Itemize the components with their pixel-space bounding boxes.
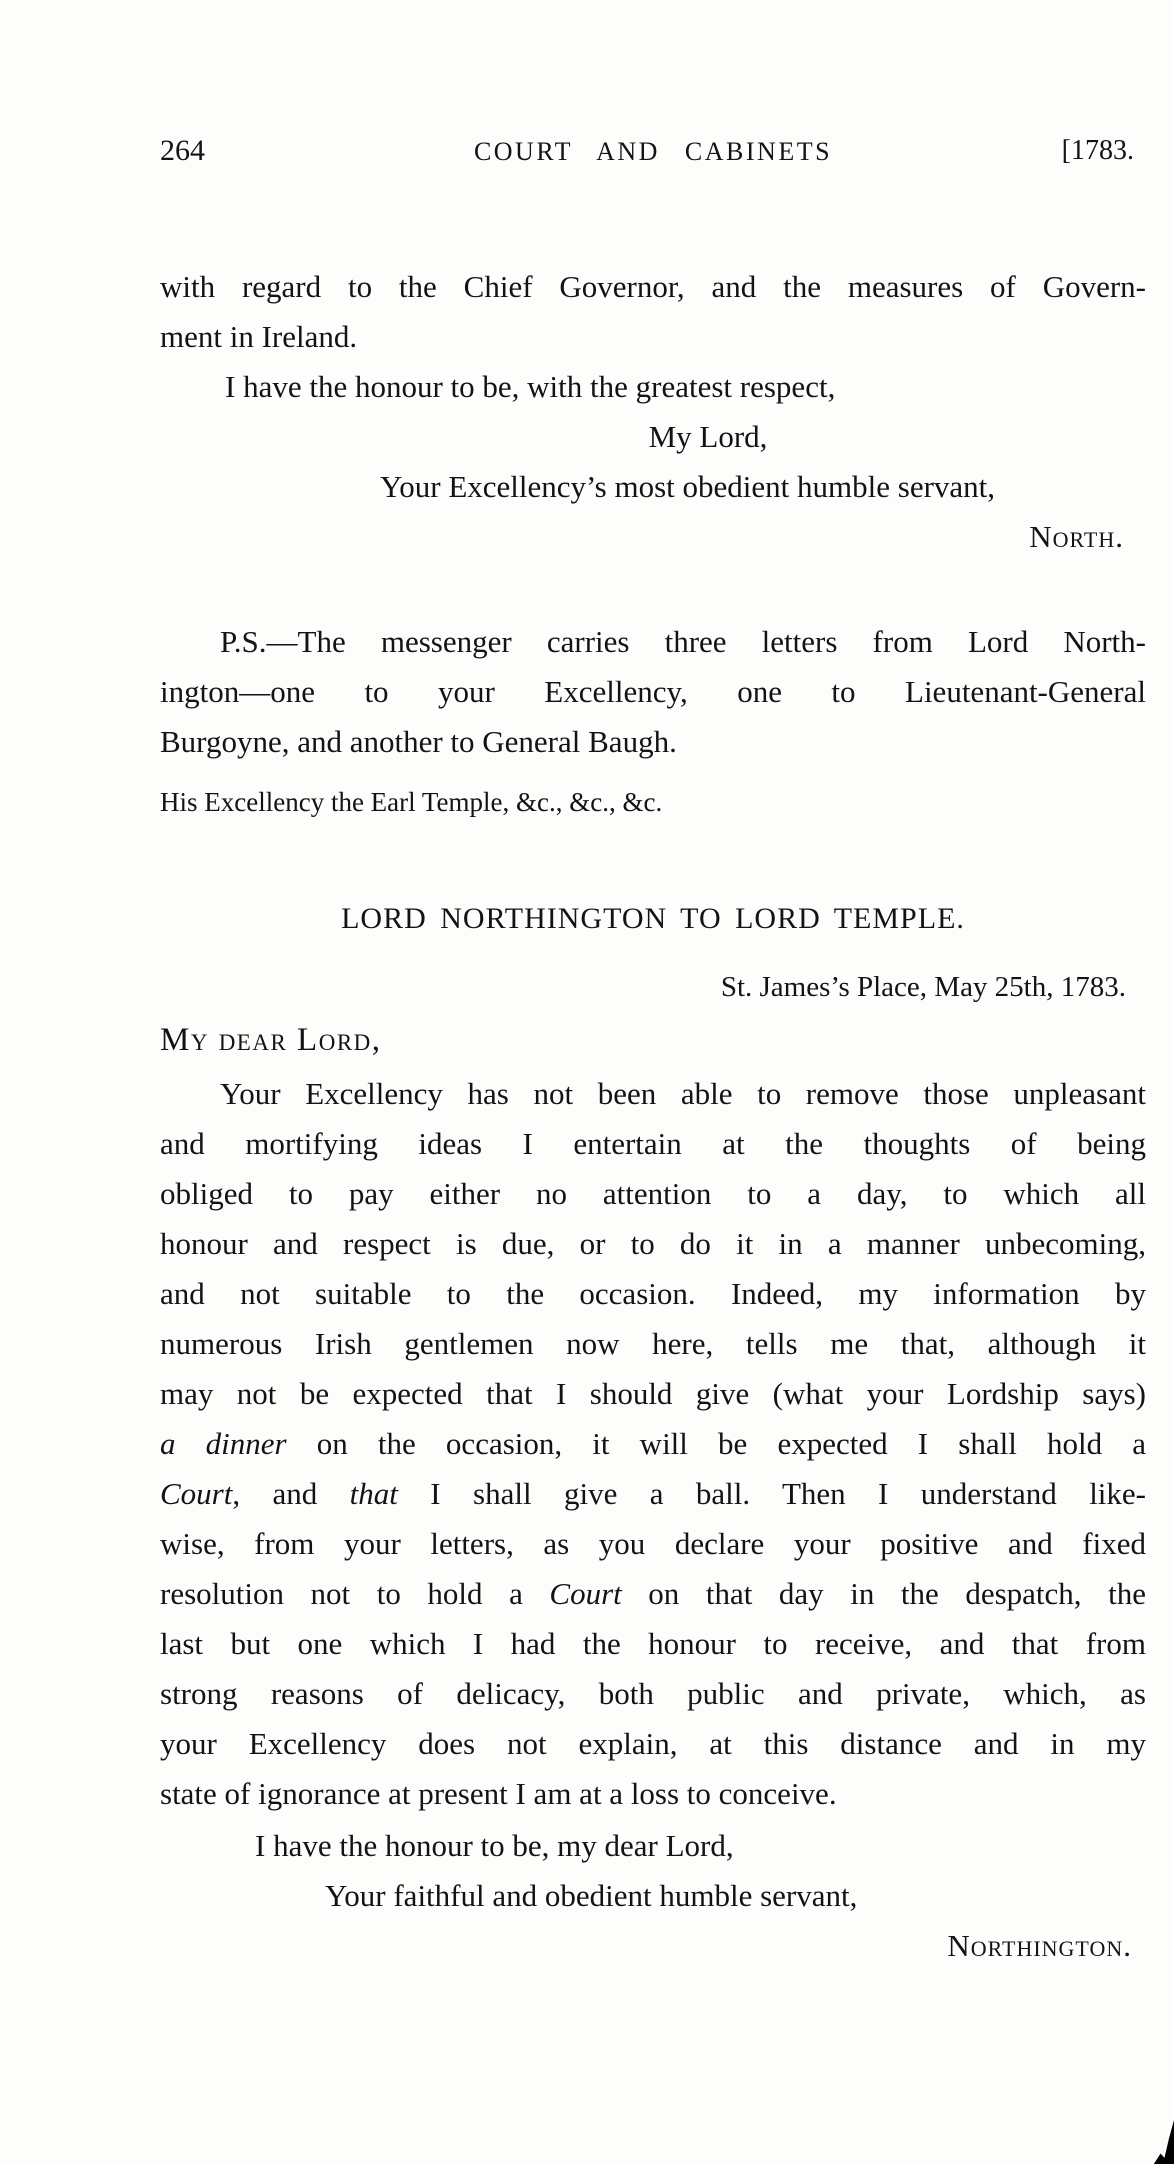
running-header: [160, 134, 1146, 174]
text-line: numerous Irish gentlemen now here, tells me that, although it: [160, 1326, 1146, 1361]
text-line: obliged to pay either no attention to a day, to which all: [160, 1176, 1146, 1211]
text-line: state of ignorance at present I am at a loss to conceive.: [160, 1776, 837, 1811]
text-line: Burgoyne, and another to General Baugh.: [160, 724, 677, 759]
letter-heading: LORD NORTHINGTON TO LORD TEMPLE.: [341, 902, 965, 935]
text-line: resolution not to hold a Court on that day in the despatch, the: [160, 1576, 1146, 1611]
text-line: may not be expected that I should give (what your Lordship says): [160, 1376, 1146, 1411]
letter-closing-line: My Lord,: [648, 419, 768, 454]
text-line: P.S.—The messenger carries three letters from Lord North-: [220, 624, 1146, 659]
text-line: and mortifying ideas I entertain at the thoughts of being: [160, 1126, 1146, 1161]
text-line: Court, and that I shall give a ball. Then I understand like-: [160, 1476, 1146, 1511]
text-line: ington—one to your Excellency, one to Lieutenant-General: [160, 674, 1146, 709]
text-line: a dinner on the occasion, it will be expected I shall hold a: [160, 1426, 1146, 1461]
letter-closing-line: Your faithful and obedient humble servant,: [325, 1878, 858, 1913]
addressee-line: His Excellency the Earl Temple, &c., &c., &c.: [160, 787, 663, 817]
text-line: and not suitable to the occasion. Indeed, my information by: [160, 1276, 1146, 1311]
text-line: Your Excellency has not been able to remove those unpleasant: [220, 1076, 1146, 1111]
salutation: My dear Lord,: [160, 1022, 382, 1058]
text-line: wise, from your letters, as you declare your positive and fixed: [160, 1526, 1146, 1561]
text-line: with regard to the Chief Governor, and the measures of Govern-: [160, 269, 1146, 304]
text-line: your Excellency does not explain, at this distance and in my: [160, 1726, 1146, 1761]
text-line: last but one which I had the honour to receive, and that from: [160, 1626, 1146, 1661]
signature-northington: Northington.: [947, 1928, 1132, 1963]
year-marker: [1783.: [1061, 135, 1134, 166]
dateline: St. James’s Place, May 25th, 1783.: [720, 971, 1126, 1003]
scan-artifact: [1146, 2120, 1174, 2164]
letter-closing-line: Your Excellency’s most obedient humble servant,: [380, 469, 996, 504]
signature-north: North.: [1029, 519, 1124, 554]
running-title: COURT AND CABINETS: [473, 137, 833, 166]
continuation-paragraph: [160, 262, 1146, 362]
postscript-paragraph: [160, 617, 1146, 767]
letter-closing-line: I have the honour to be, with the greatest respect,: [225, 369, 836, 404]
letter-body-paragraph: [160, 1069, 1146, 1819]
letter-closing-line: I have the honour to be, my dear Lord,: [255, 1828, 734, 1863]
text-line: ment in Ireland.: [160, 319, 358, 354]
page-body: [160, 262, 1146, 1971]
text-line: honour and respect is due, or to do it in a manner unbecoming,: [160, 1226, 1146, 1261]
page-number: 264: [160, 134, 205, 167]
text-line: strong reasons of delicacy, both public and private, which, as: [160, 1676, 1146, 1711]
